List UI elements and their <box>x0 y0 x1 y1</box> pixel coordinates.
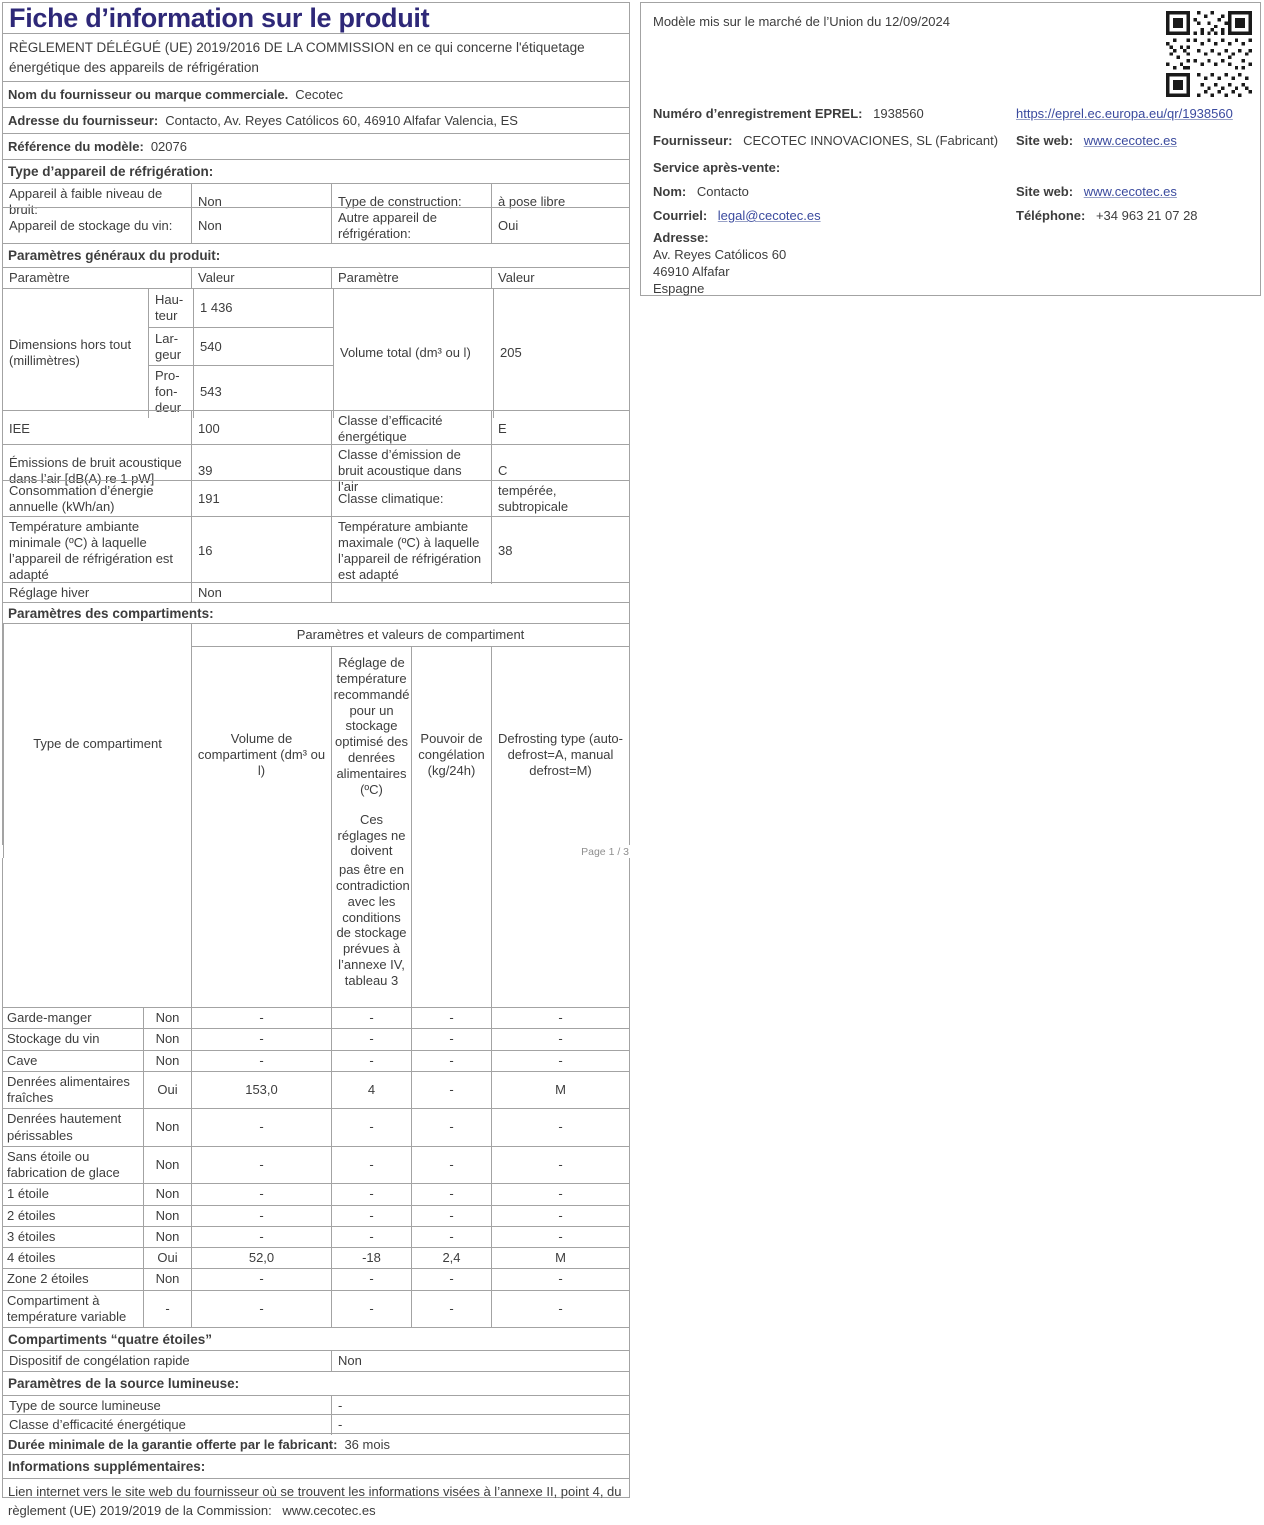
setting-header-note: Ces réglages ne doivent <box>337 811 406 859</box>
compartment-cell-volume: - <box>191 1051 331 1071</box>
winter-setting-row <box>3 582 629 602</box>
construction-value: à pose libre <box>491 184 629 220</box>
compartment-cell-name: 4 étoiles <box>7 1250 56 1265</box>
model-ref-value: 02076 <box>150 139 187 154</box>
website-label-2: Site web: <box>1016 184 1074 199</box>
setting-header <box>331 646 411 863</box>
compartment-cell-setting: - <box>331 1008 411 1028</box>
light-type-row <box>3 1395 629 1414</box>
light-type-label: Type de source lumineuse <box>9 1398 161 1413</box>
climate-class-label: Classe climatique: <box>331 481 491 517</box>
contact-name-row <box>653 184 749 199</box>
supplier-link-row <box>3 1478 629 1525</box>
compartment-cell-volume: - <box>191 1029 331 1049</box>
compartment-cell-name: Denrées alimentaires fraîches <box>7 1073 130 1105</box>
section-type-appareil: Type d’appareil de réfrigération: <box>3 159 629 183</box>
section-compartments: Paramètres des compartiments: <box>3 602 629 623</box>
phone-value: +34 963 21 07 28 <box>1095 208 1198 223</box>
eprel-label: Numéro d’enregistrement EPREL: <box>653 106 863 121</box>
compartment-row <box>3 1071 629 1109</box>
climate-class-value: tempérée, subtropicale <box>491 481 629 517</box>
eprel-url-link[interactable] <box>1016 106 1233 121</box>
light-type-value: - <box>331 1396 629 1416</box>
compartment-header <box>3 623 629 863</box>
col-param-2: Paramètre <box>331 268 491 288</box>
compartment-cell-power: - <box>411 1008 491 1028</box>
eprel-row <box>653 106 924 121</box>
width-label: Lar-geur <box>148 327 193 365</box>
compartment-row <box>3 1050 629 1071</box>
type-row-1 <box>3 183 629 217</box>
wine-storage-value: Non <box>191 208 331 244</box>
email-label: Courriel: <box>653 208 708 223</box>
supplier-address-value: Contacto, Av. Reyes Católicos 60, 46910 Alfafar Valencia, ES <box>165 113 518 128</box>
compartment-cell-defrost: - <box>491 1008 629 1028</box>
model-ref-row <box>3 133 629 159</box>
compartment-cell-power: - <box>411 1184 491 1204</box>
compartment-cell-defrost: - <box>491 1206 629 1226</box>
after-sales-section: Service après-vente: <box>653 160 781 175</box>
compartment-cell-defrost: - <box>491 1227 629 1247</box>
compartment-cell-volume: - <box>191 1206 331 1226</box>
contact-name-value: Contacto <box>696 184 749 199</box>
manufacturer-name: CECOTEC INNOVACIONES, SL (Fabricant) <box>743 133 999 148</box>
cont-empty-2 <box>191 858 331 1007</box>
compartment-cell-power: - <box>411 1291 491 1328</box>
compartment-cell-enabled: Non <box>143 1227 191 1247</box>
compartment-row <box>3 1108 629 1146</box>
energy-label: Consommation d’énergie annuelle (kWh/an) <box>9 483 154 514</box>
iee-row <box>3 410 629 444</box>
compartment-cell-name: 3 étoiles <box>7 1228 56 1244</box>
address-label: Adresse: <box>653 230 709 245</box>
compartment-cell-defrost: M <box>491 1248 629 1268</box>
noise-label: Émissions de bruit acoustique dans l’air [dB(A) re 1 pW] <box>9 454 182 486</box>
depth-value: 543 <box>193 365 333 418</box>
type-compartment-header: Type de compartiment <box>3 624 191 863</box>
compartment-row <box>3 1007 629 1028</box>
compartment-cell-enabled: Non <box>143 1029 191 1049</box>
compartment-cell-defrost: - <box>491 1109 629 1146</box>
compartment-cell-enabled: Non <box>143 1147 191 1184</box>
compartment-row <box>3 1028 629 1049</box>
compartment-row <box>3 1146 629 1184</box>
compartment-row <box>3 1226 629 1247</box>
compartment-cell-power: - <box>411 1029 491 1049</box>
compartment-cell-setting: - <box>331 1109 411 1146</box>
fiche-page-2 <box>2 858 630 1518</box>
compartment-cell-setting: 4 <box>331 1072 411 1109</box>
supplier-name-label: Nom du fournisseur ou marque commerciale. <box>8 87 289 102</box>
total-volume-value: 205 <box>493 289 629 418</box>
wine-storage-label: Appareil de stockage du vin: <box>9 217 173 233</box>
compartment-cell-enabled: Non <box>143 1109 191 1146</box>
compartment-cell-setting: - <box>331 1269 411 1289</box>
address-line-1: Av. Reyes Católicos 60 <box>653 247 787 262</box>
website-link-2[interactable]: www.cecotec.es <box>1083 184 1177 199</box>
compartment-cell-defrost: - <box>491 1269 629 1289</box>
fast-freeze-row <box>3 1350 629 1371</box>
section-four-star: Compartiments “quatre étoiles” <box>3 1327 629 1350</box>
compartment-row <box>3 1183 629 1204</box>
compartment-cell-power: - <box>411 1109 491 1146</box>
fast-freeze-label: Dispositif de congélation rapide <box>9 1353 190 1369</box>
compartment-cell-setting: - <box>331 1051 411 1071</box>
supplier-link-text: Lien internet vers le site web du fournisseur où se trouvent les informations visées à l’annexe II, point 4, du règlement (UE) 2019/2019 de la Commission: <box>8 1484 622 1518</box>
noise-class-value: C <box>491 445 629 497</box>
low-noise-label: Appareil à faible niveau de bruit: <box>9 186 163 217</box>
section-light-source: Paramètres de la source lumineuse: <box>3 1371 629 1395</box>
winter-setting-label: Réglage hiver <box>9 585 90 600</box>
other-appliance-value: Oui <box>491 208 629 244</box>
energy-value: 191 <box>191 481 331 517</box>
winter-setting-empty <box>331 583 629 603</box>
model-ref-label: Référence du modèle: <box>8 139 144 154</box>
compartment-cell-volume: - <box>191 1147 331 1184</box>
light-class-label: Classe d’efficacité énergétique <box>9 1417 186 1432</box>
page-title: Fiche d’information sur le produit <box>9 2 430 33</box>
compartment-cell-name: Stockage du vin <box>7 1031 100 1047</box>
compartment-cell-setting: - <box>331 1291 411 1328</box>
compartment-cell-name: Cave <box>7 1052 38 1068</box>
compartment-cell-enabled: Oui <box>143 1248 191 1268</box>
noise-value: 39 <box>191 445 331 497</box>
section-additional-info: Informations supplémentaires: <box>3 1454 629 1478</box>
energy-row <box>3 480 629 516</box>
param-value-header <box>3 267 629 288</box>
freezing-power-header: Pouvoir de congélation (kg/24h) <box>411 646 491 863</box>
compartment-cell-enabled: Oui <box>143 1072 191 1109</box>
eprel-url[interactable]: https://eprel.ec.europa.eu/qr/1938560 <box>1016 106 1233 121</box>
compartment-cell-volume: - <box>191 1227 331 1247</box>
temp-min-value: 16 <box>191 517 331 584</box>
noise-row <box>3 444 629 494</box>
regulation-text: RÈGLEMENT DÉLÉGUÉ (UE) 2019/2016 DE LA COMMISSION en ce qui concerne l'étiquetage énergétique des appareils de réfrigération <box>3 33 629 81</box>
compartment-cell-setting: - <box>331 1227 411 1247</box>
compartment-cell-name: 1 étoile <box>7 1186 49 1202</box>
temp-max-value: 38 <box>491 517 629 584</box>
volume-header: Volume de compartiment (dm³ ou l) <box>191 646 331 863</box>
compartment-row <box>3 1268 629 1289</box>
other-appliance-label: Autre appareil de réfrigération: <box>331 208 491 244</box>
height-value: 1 436 <box>193 289 333 327</box>
type-row-2 <box>3 207 629 243</box>
page-number: Page 1 / 3 <box>581 846 629 858</box>
manufacturer-label: Fournisseur: <box>653 133 733 148</box>
low-noise-value: Non <box>191 184 331 220</box>
compartment-cell-volume: - <box>191 1008 331 1028</box>
compartment-cell-enabled: Non <box>143 1269 191 1289</box>
compartment-cell-defrost: - <box>491 1184 629 1204</box>
compartment-cell-name: Compartiment à température variable <box>7 1292 127 1324</box>
compartment-cell-power: - <box>411 1227 491 1247</box>
compartment-cell-power: 2,4 <box>411 1248 491 1268</box>
setting-header-text: Réglage de température recommandé pour un stockage optimisé des denrées alimentaires (ºC) <box>333 655 410 797</box>
eprel-number: 1938560 <box>873 106 924 121</box>
col-param-1: Paramètre <box>9 270 70 286</box>
warranty-label: Durée minimale de la garantie offerte par le fabricant: <box>8 1436 338 1452</box>
supplier-link-url: www.cecotec.es <box>282 1502 376 1518</box>
compartment-cell-name: Zone 2 étoiles <box>7 1271 89 1287</box>
address-line-2: 46910 Alfafar <box>653 264 730 279</box>
compartment-cell-defrost: - <box>491 1291 629 1328</box>
compartment-cell-power: - <box>411 1051 491 1071</box>
winter-setting-value: Non <box>191 583 331 603</box>
light-class-value: - <box>331 1415 629 1435</box>
compartment-rows <box>3 1007 629 1327</box>
compartment-cell-name: Denrées hautement périssables <box>7 1111 122 1143</box>
compartment-cell-defrost: - <box>491 1147 629 1184</box>
compartment-cell-volume: - <box>191 1291 331 1328</box>
email-link[interactable]: legal@cecotec.es <box>717 208 821 223</box>
qr-code <box>1166 11 1252 97</box>
manufacturer-row <box>653 133 998 148</box>
col-value-1: Valeur <box>191 268 331 288</box>
fast-freeze-value: Non <box>331 1351 629 1371</box>
setting-header-continuation <box>3 858 629 1007</box>
noise-class-label: Classe d’émission de bruit acoustique dans l’air <box>331 445 491 497</box>
eprel-info-panel <box>640 2 1261 296</box>
iee-value: 100 <box>191 411 331 447</box>
website-row-1 <box>1016 133 1177 148</box>
compartment-cell-volume: 153,0 <box>191 1072 331 1109</box>
compartment-cell-setting: - <box>331 1206 411 1226</box>
compartment-cell-volume: - <box>191 1269 331 1289</box>
dimensions-block <box>3 288 629 415</box>
height-label: Hau-teur <box>148 289 193 327</box>
compartment-cell-setting: -18 <box>331 1248 411 1268</box>
compartment-span-header: Paramètres et valeurs de compartiment <box>191 624 629 646</box>
compartment-cell-defrost: M <box>491 1072 629 1109</box>
compartment-cell-power: - <box>411 1147 491 1184</box>
compartment-cell-defrost: - <box>491 1051 629 1071</box>
compartment-cell-power: - <box>411 1072 491 1109</box>
compartment-cell-enabled: Non <box>143 1206 191 1226</box>
compartment-cell-defrost: - <box>491 1029 629 1049</box>
compartment-row <box>3 1290 629 1328</box>
temp-min-label: Température ambiante minimale (ºC) à laquelle l’appareil de réfrigération est adapté <box>9 519 174 582</box>
website-label-1: Site web: <box>1016 133 1074 148</box>
cont-empty-4 <box>491 858 629 1007</box>
compartment-row <box>3 1205 629 1226</box>
compartment-cell-volume: 52,0 <box>191 1248 331 1268</box>
light-class-row <box>3 1414 629 1433</box>
compartment-cell-power: - <box>411 1206 491 1226</box>
compartment-cell-setting: - <box>331 1184 411 1204</box>
address-line-3: Espagne <box>653 281 705 296</box>
compartment-cell-name: Sans étoile ou fabrication de glace <box>7 1148 120 1180</box>
website-link-1[interactable]: www.cecotec.es <box>1083 133 1177 148</box>
phone-label: Téléphone: <box>1016 208 1086 223</box>
compartment-cell-power: - <box>411 1269 491 1289</box>
supplier-name-value: Cecotec <box>295 87 343 102</box>
total-volume-label: Volume total (dm³ ou l) <box>333 289 493 418</box>
compartment-cell-enabled: Non <box>143 1051 191 1071</box>
dimensions-label: Dimensions hors tout (millimètres) <box>9 337 132 369</box>
col-value-2: Valeur <box>491 268 629 288</box>
defrost-header: Defrosting type (auto-defrost=A, manual defrost=M) <box>491 646 629 863</box>
cont-empty-3 <box>411 858 491 1007</box>
depth-label: Pro-fon-deur <box>148 365 193 418</box>
compartment-cell-name: 2 étoiles <box>7 1207 56 1223</box>
contact-name-label: Nom: <box>653 184 687 199</box>
width-value: 540 <box>193 327 333 365</box>
market-date: Modèle mis sur le marché de l’Union du 12/09/2024 <box>653 14 951 29</box>
supplier-address-row <box>3 107 629 133</box>
compartment-cell-volume: - <box>191 1184 331 1204</box>
phone-row <box>1016 208 1198 223</box>
temperature-row <box>3 516 629 582</box>
compartment-cell-volume: - <box>191 1109 331 1146</box>
construction-label: Type de construction: <box>331 184 491 220</box>
compartment-cell-setting: - <box>331 1147 411 1184</box>
compartment-cell-enabled: - <box>143 1291 191 1328</box>
warranty-value: 36 mois <box>344 1436 390 1452</box>
section-general-params: Paramètres généraux du produit: <box>3 243 629 267</box>
supplier-address-label: Adresse du fournisseur: <box>8 113 159 128</box>
temp-max-label: Température ambiante maximale (ºC) à laquelle l’appareil de réfrigération est adapté <box>331 517 491 584</box>
iee-label: IEE <box>9 420 30 436</box>
supplier-name-row <box>3 81 629 107</box>
setting-note-continuation: pas être en contradiction avec les conditions de stockage prévues à l’annexe IV, tableau 3 <box>331 858 411 1007</box>
email-row <box>653 208 821 223</box>
compartment-cell-enabled: Non <box>143 1008 191 1028</box>
compartment-row <box>3 1247 629 1268</box>
efficiency-class-label: Classe d’efficacité énergétique <box>331 411 491 447</box>
title-row <box>3 3 629 33</box>
compartment-cell-name: Garde-manger <box>7 1010 92 1025</box>
efficiency-class-value: E <box>491 411 629 447</box>
warranty-row <box>3 1433 629 1454</box>
website-row-2 <box>1016 184 1177 199</box>
compartment-cell-setting: - <box>331 1029 411 1049</box>
compartment-cell-enabled: Non <box>143 1184 191 1204</box>
cont-empty-1 <box>3 858 191 1007</box>
